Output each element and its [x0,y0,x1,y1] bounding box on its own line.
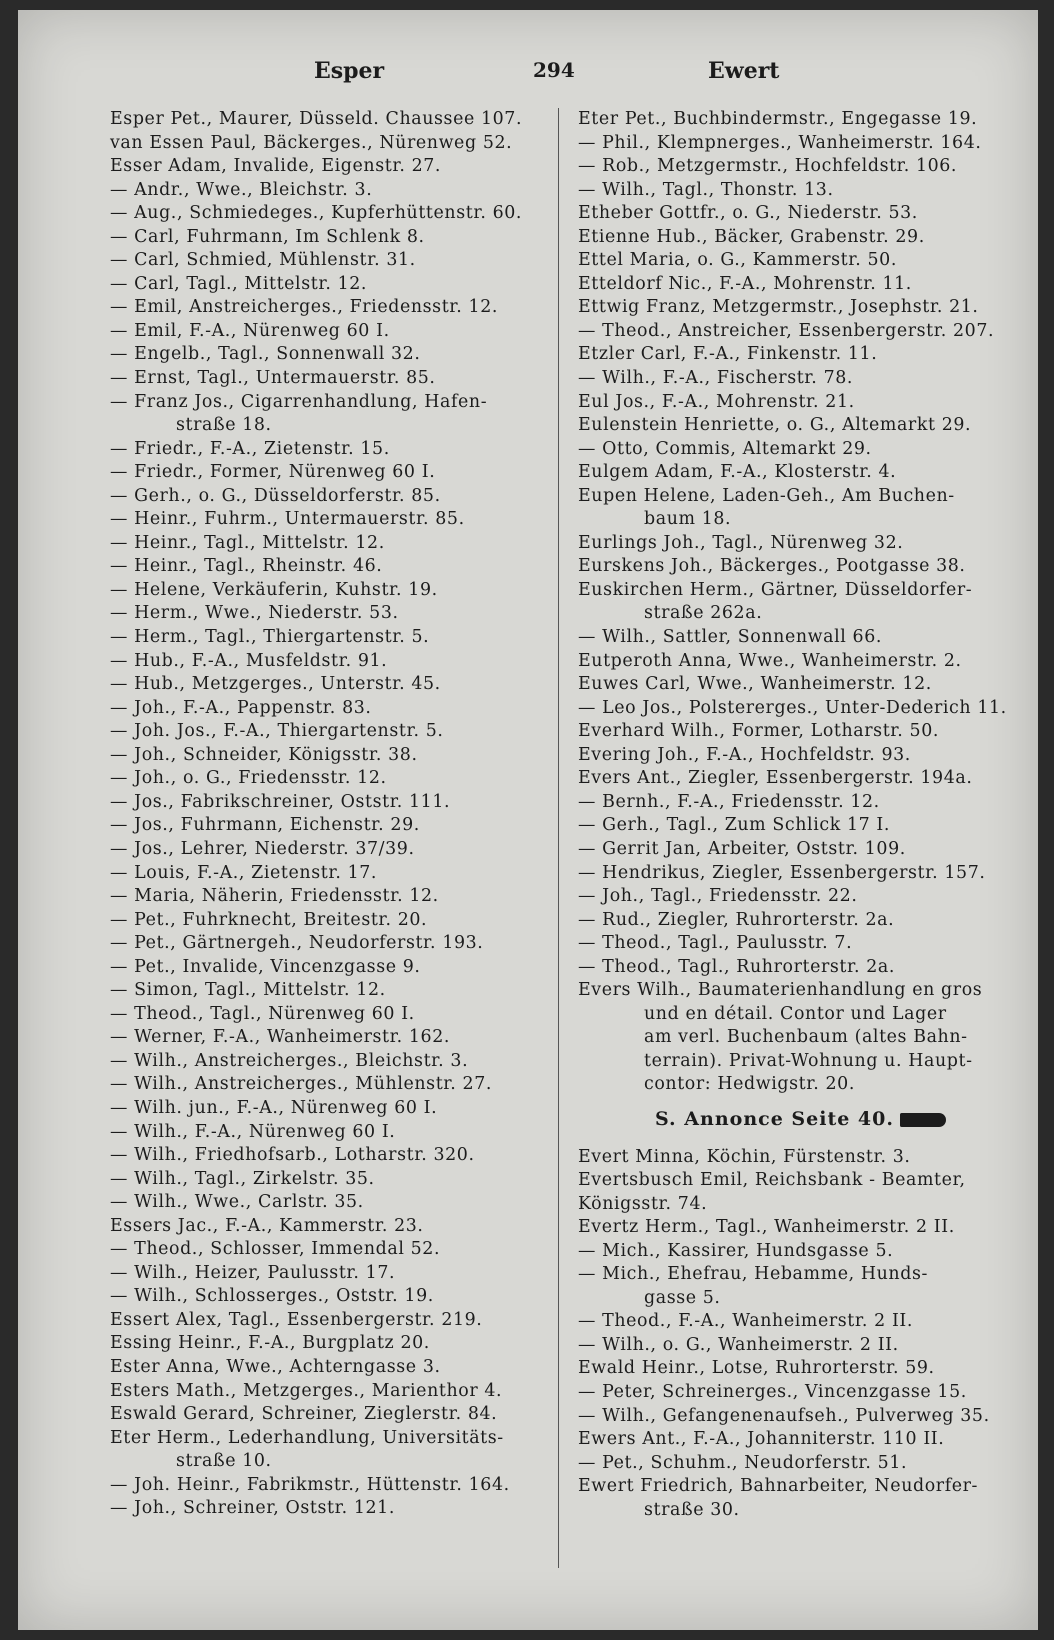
directory-entry: Evertz Herm., Tagl., Wanheimerstr. 2 II. [578,1217,955,1238]
directory-entry-continuation: am verl. Buchenbaum (altes Bahn- [644,1027,968,1048]
directory-entry: — Joh., Tagl., Friedensstr. 22. [578,886,858,907]
directory-entry: — Wilh., Anstreicherges., Bleichstr. 3. [110,1050,469,1071]
directory-entry: — Mich., Ehefrau, Hebamme, Hunds- [578,1264,928,1285]
directory-entry: — Andr., Wwe., Bleichstr. 3. [110,179,373,200]
directory-entry-continuation: und en détail. Contor und Lager [644,1003,947,1024]
directory-entry: — Joh., o. G., Friedensstr. 12. [110,768,387,789]
page-number: 294 [533,58,575,82]
header-first-name: Esper [314,58,385,84]
directory-entry: — Pet., Gärtnergeh., Neudorferstr. 193. [110,933,484,954]
directory-entry: — Simon, Tagl., Mittelstr. 12. [110,980,386,1001]
directory-entry: — Bernh., F.-A., Friedensstr. 12. [578,791,880,812]
directory-entry: Evering Joh., F.-A., Hochfeldstr. 93. [578,744,911,765]
directory-entry: — Joh. Jos., F.-A., Thiergartenstr. 5. [110,721,444,742]
directory-entry: — Gerh., o. G., Düsseldorferstr. 85. [110,485,441,506]
directory-entry: Ewald Heinr., Lotse, Ruhrorterstr. 59. [578,1358,935,1379]
directory-entry: Ester Anna, Wwe., Achterngasse 3. [110,1356,441,1377]
directory-entry: — Jos., Lehrer, Niederstr. 37/39. [110,838,415,859]
directory-entry: — Joh., Schreiner, Oststr. 121. [110,1498,395,1519]
right-column-bottom [578,1146,1023,1523]
page-header [18,58,1038,88]
directory-entry: — Heinr., Tagl., Rheinstr. 46. [110,556,383,577]
directory-entry: — Theod., Anstreicher, Essenbergerstr. 207. [578,320,995,341]
directory-entry: — Franz Jos., Cigarrenhandlung, Hafen- [110,391,488,412]
directory-entry-continuation: baum 18. [644,509,732,530]
right-column [578,108,1023,1522]
directory-entry: — Ernst, Tagl., Untermauerstr. 85. [110,368,436,389]
left-column [110,108,540,1521]
directory-entry: Evers Wilh., Baumaterienhandlung en gros [578,980,983,1001]
directory-entry: Everhard Wilh., Former, Lotharstr. 50. [578,721,939,742]
directory-entry: — Theod., Tagl., Paulusstr. 7. [578,933,853,954]
directory-entry: van Essen Paul, Bäckerges., Nürenweg 52. [110,132,513,153]
directory-entry: — Emil, Anstreicherges., Friedensstr. 12. [110,297,499,318]
directory-entry: — Leo Jos., Polstererges., Unter-Dederich 11. [578,697,1007,718]
directory-entry: — Phil., Klempnerges., Wanheimerstr. 164. [578,132,982,153]
directory-entry: — Joh. Heinr., Fabrikmstr., Hüttenstr. 164. [110,1474,510,1495]
directory-entry: — Wilh., Anstreicherges., Mühlenstr. 27. [110,1074,493,1095]
directory-entry: Esser Adam, Invalide, Eigenstr. 27. [110,156,442,177]
directory-entry: Eutperoth Anna, Wwe., Wanheimerstr. 2. [578,650,962,671]
directory-entry-continuation: straße 262a. [644,603,763,624]
directory-entry-continuation: terrain). Privat-Wohnung u. Haupt- [644,1050,973,1071]
directory-entry: — Wilh., Tagl., Zirkelstr. 35. [110,1168,375,1189]
directory-entry: Königsstr. 74. [578,1193,708,1214]
directory-entry: — Wilh. jun., F.-A., Nürenweg 60 I. [110,1097,438,1118]
directory-entry: Evert Minna, Köchin, Fürstenstr. 3. [578,1146,911,1167]
directory-entry: — Herm., Tagl., Thiergartenstr. 5. [110,627,430,648]
directory-entry: Euwes Carl, Wwe., Wanheimerstr. 12. [578,674,932,695]
directory-entry: — Helene, Verkäuferin, Kuhstr. 19. [110,579,438,600]
directory-entry: — Aug., Schmiedeges., Kupferhüttenstr. 60. [110,203,523,224]
directory-entry: — Heinr., Tagl., Mittelstr. 12. [110,532,385,553]
directory-entry: Eulenstein Henriette, o. G., Altemarkt 29. [578,415,972,436]
directory-entry: — Wilh., Gefangenenaufseh., Pulverweg 35. [578,1405,990,1426]
directory-entry: — Carl, Schmied, Mühlenstr. 31. [110,250,416,271]
directory-entry: — Friedr., F.-A., Zietenstr. 15. [110,438,390,459]
directory-entry: — Hendrikus, Ziegler, Essenbergerstr. 157. [578,862,986,883]
directory-entry: — Wilh., F.-A., Fischerstr. 78. [578,368,854,389]
directory-entry: — Mich., Kassirer, Hundsgasse 5. [578,1240,894,1261]
column-divider [558,108,559,1568]
directory-entry: Essers Jac., F.-A., Kammerstr. 23. [110,1215,424,1236]
directory-entry: — Otto, Commis, Altemarkt 29. [578,438,872,459]
directory-entry-continuation: straße 10. [176,1451,272,1472]
directory-entry: — Pet., Schuhm., Neudorferstr. 51. [578,1452,908,1473]
directory-entry: — Jos., Fuhrmann, Eichenstr. 29. [110,815,420,836]
directory-entry-continuation: straße 18. [176,415,272,436]
directory-entry: — Emil, F.-A., Nürenweg 60 I. [110,320,390,341]
directory-entry: — Gerh., Tagl., Zum Schlick 17 I. [578,815,891,836]
directory-entry: — Wilh., o. G., Wanheimerstr. 2 II. [578,1334,899,1355]
directory-entry: — Peter, Schreinerges., Vincenzgasse 15. [578,1381,967,1402]
directory-entry: — Carl, Fuhrmann, Im Schlenk 8. [110,226,425,247]
directory-page [18,10,1038,1630]
directory-entry: — Wilh., Sattler, Sonnenwall 66. [578,627,883,648]
directory-entry: Eulgem Adam, F.-A., Klosterstr. 4. [578,462,897,483]
directory-entry: Etheber Gottfr., o. G., Niederstr. 53. [578,203,918,224]
directory-entry: Esper Pet., Maurer, Düsseld. Chaussee 107. [110,109,523,129]
directory-entry: — Friedr., Former, Nürenweg 60 I. [110,462,436,483]
directory-entry: — Theod., Tagl., Ruhrorterstr. 2a. [578,956,896,977]
directory-entry: — Wilh., Wwe., Carlstr. 35. [110,1192,364,1213]
directory-entry: — Gerrit Jan, Arbeiter, Oststr. 109. [578,838,906,859]
directory-entry: — Carl, Tagl., Mittelstr. 12. [110,273,368,294]
directory-entry: — Joh., F.-A., Pappenstr. 83. [110,697,372,718]
directory-entry: — Rob., Metzgermstr., Hochfeldstr. 106. [578,156,958,177]
directory-entry: — Louis, F.-A., Zietenstr. 17. [110,862,378,883]
directory-entry: Etienne Hub., Bäcker, Grabenstr. 29. [578,226,925,247]
directory-entry: — Engelb., Tagl., Sonnenwall 32. [110,344,421,365]
directory-entry-continuation: gasse 5. [644,1287,721,1308]
directory-entry: — Theod., Tagl., Nürenweg 60 I. [110,1003,415,1024]
directory-entry: — Maria, Näherin, Friedensstr. 12. [110,886,439,907]
directory-entry: Essing Heinr., F.-A., Burgplatz 20. [110,1333,430,1354]
directory-entry: — Theod., F.-A., Wanheimerstr. 2 II. [578,1311,914,1332]
directory-entry: Evers Ant., Ziegler, Essenbergerstr. 194a. [578,768,973,789]
directory-entry: — Heinr., Fuhrm., Untermauerstr. 85. [110,509,465,530]
directory-entry: — Hub., F.-A., Musfeldstr. 91. [110,650,388,671]
directory-entry: Ettel Maria, o. G., Kammerstr. 50. [578,250,897,271]
directory-entry: Ewers Ant., F.-A., Johanniterstr. 110 II. [578,1429,945,1450]
header-last-name: Ewert [708,58,780,84]
directory-entry: — Jos., Fabrikschreiner, Oststr. 111. [110,791,451,812]
pointing-hand-icon [900,1113,946,1127]
directory-entry: Eurlings Joh., Tagl., Nürenweg 32. [578,532,904,553]
directory-entry: — Pet., Fuhrknecht, Breitestr. 20. [110,909,428,930]
directory-entry-continuation: straße 30. [644,1499,740,1520]
annonce-notice [578,1097,1023,1146]
directory-entry: Etteldorf Nic., F.-A., Mohrenstr. 11. [578,273,912,294]
directory-entry: Evertsbusch Emil, Reichsbank - Beamter, [578,1170,966,1191]
directory-entry: Etzler Carl, F.-A., Finkenstr. 11. [578,344,878,365]
directory-entry: Eter Herm., Lederhandlung, Universitäts- [110,1427,504,1448]
directory-entry: Eul Jos., F.-A., Mohrenstr. 21. [578,391,855,412]
directory-entry: — Pet., Invalide, Vincenzgasse 9. [110,956,421,977]
directory-entry-continuation: contor: Hedwigstr. 20. [644,1074,855,1095]
directory-entry: — Werner, F.-A., Wanheimerstr. 162. [110,1027,451,1048]
directory-entry: Ewert Friedrich, Bahnarbeiter, Neudorfer- [578,1476,979,1497]
directory-entry: — Hub., Metzgerges., Unterstr. 45. [110,674,441,695]
directory-entry: Eurskens Joh., Bäckerges., Pootgasse 38. [578,556,966,577]
directory-entry: — Theod., Schlosser, Immendal 52. [110,1239,441,1260]
directory-entry: Euskirchen Herm., Gärtner, Düsseldorfer- [578,579,973,600]
directory-entry: Esters Math., Metzgerges., Marienthor 4. [110,1380,503,1401]
directory-entry: — Wilh., Schlosserges., Oststr. 19. [110,1286,434,1307]
annonce-text: S. Annonce Seite 40. [655,1107,894,1130]
directory-entry: Eswald Gerard, Schreiner, Zieglerstr. 84. [110,1404,498,1425]
directory-entry: Eupen Helene, Laden-Geh., Am Buchen- [578,485,955,506]
right-column-top [578,108,1023,1097]
directory-entry: — Wilh., Friedhofsarb., Lotharstr. 320. [110,1145,475,1166]
directory-entry: — Rud., Ziegler, Ruhrorterstr. 2a. [578,909,895,930]
directory-entry: — Wilh., Tagl., Thonstr. 13. [578,179,834,200]
directory-entry: — Joh., Schneider, Königsstr. 38. [110,744,418,765]
directory-entry: Ettwig Franz, Metzgermstr., Josephstr. 21. [578,297,979,318]
directory-entry: — Wilh., Heizer, Paulusstr. 17. [110,1262,396,1283]
directory-entry: — Herm., Wwe., Niederstr. 53. [110,603,399,624]
directory-entry: Eter Pet., Buchbindermstr., Engegasse 19. [578,109,978,129]
directory-entry: Essert Alex, Tagl., Essenbergerstr. 219. [110,1309,483,1330]
directory-entry: — Wilh., F.-A., Nürenweg 60 I. [110,1121,396,1142]
